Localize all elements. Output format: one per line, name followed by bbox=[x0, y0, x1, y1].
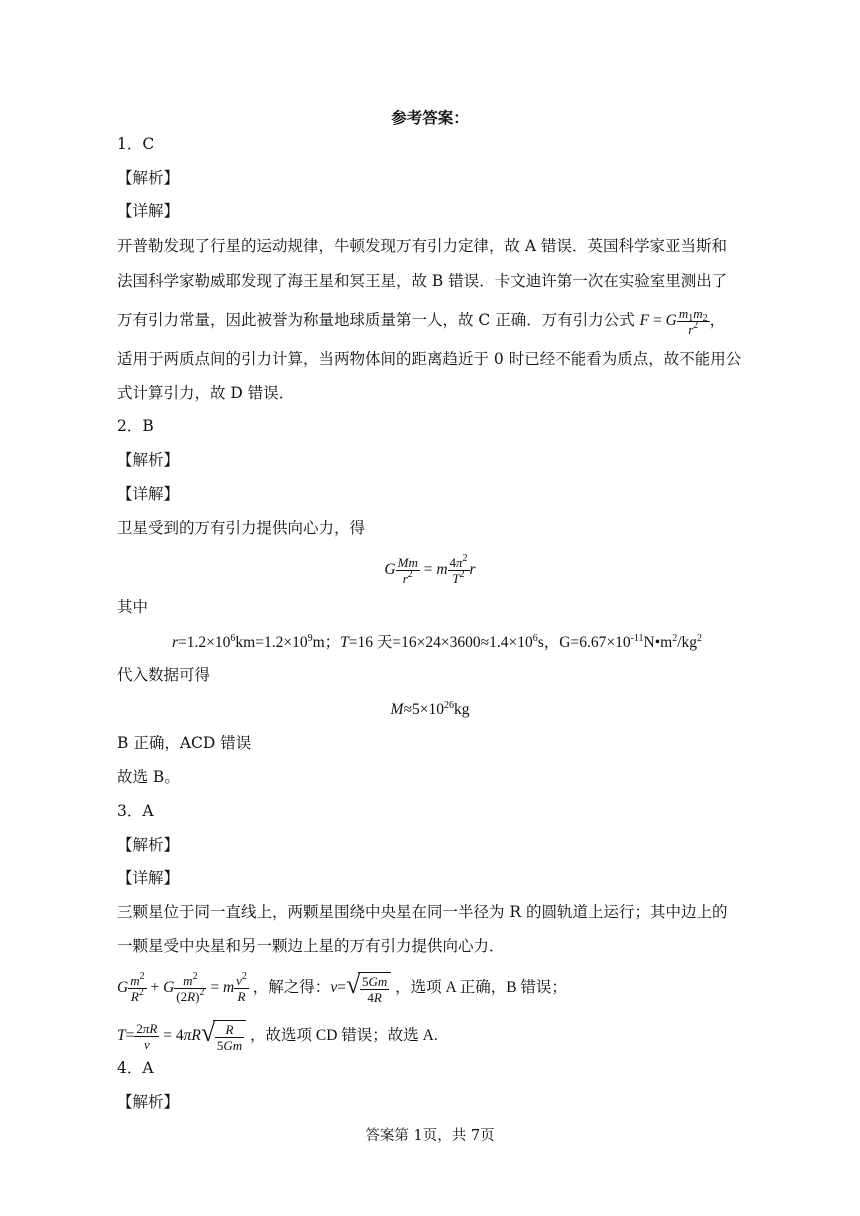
answer-1-line-5: 式计算引力，故 D 错误． bbox=[117, 384, 295, 402]
answer-1-line-3 bbox=[117, 306, 725, 337]
gravitation-formula: F = G $\frac{m_1m_2}{r^2}$ bbox=[639, 306, 708, 337]
answer-3-detail-heading: 【详解】 bbox=[117, 869, 180, 887]
answer-1-detail-heading: 【详解】 bbox=[117, 202, 180, 220]
answer-3-solve-text: ，解之得： bbox=[252, 979, 331, 997]
answer-3-option-a-text: ，选项 A 正确，B 错误； bbox=[395, 979, 567, 997]
answer-1-line-3-text: 万有引力常量，因此被誉为称量地球质量第一人，故 C 正确．万有引力公式 bbox=[117, 311, 635, 330]
answer-1-label: 1．C bbox=[117, 135, 155, 153]
answer-4-analysis-heading: 【解析】 bbox=[117, 1093, 180, 1111]
answer-3-line-2: 一颗星受中央星和另一颗边上星的万有引力提供向心力． bbox=[117, 937, 505, 955]
period-equation: T= $\frac{2\pi R}{v}$ = 4πR √ $\frac{R}{5Gm}$ ，故选项 CD 错误；故选 A. bbox=[117, 1018, 438, 1053]
answer-2-among: 其中 bbox=[117, 598, 149, 616]
answer-1-line-4: 适用于两质点间的引力计算，当两物体间的距离趋近于 0 时已经不能看为质点，故不能用公 bbox=[117, 350, 742, 368]
triple-star-equation: G $\frac{m^2}{R^2}$ + G $\frac{m^2}{(2R)^2}$ = m $\frac{v^2}{R}$ ，解之得：v= √ $\frac{5Gm}{4R}$ ，选项 A 正确，B 错误； bbox=[117, 970, 567, 1005]
answer-1-line-3-comma: ， bbox=[709, 311, 726, 330]
answer-1-analysis-heading: 【解析】 bbox=[117, 169, 180, 187]
given-values: $r=1.2\times 10^6km=1.2\times 10^9m$；T=16 天$=16\times 24\times 3600\approx 1.4\times 10^6s$，$G=6.67\times 10^{-11}N•m^2/kg^2$ bbox=[172, 633, 703, 651]
answer-1-line-2: 法国科学家勒威耶发现了海王星和冥王星，故 B 错误．卡文迪许第一次在实验室里测出了 bbox=[117, 272, 728, 290]
answer-3-option-cd-text: ，故选项 CD 错误；故选 A. bbox=[249, 1027, 438, 1045]
answer-2-line-1: 卫星受到的万有引力提供向心力，得 bbox=[117, 519, 366, 537]
answer-2-result-2: 故选 B。 bbox=[117, 768, 180, 786]
answer-3-analysis-heading: 【解析】 bbox=[117, 836, 180, 854]
answer-1-line-1: 开普勒发现了行星的运动规律，牛顿发现万有引力定律，故 A 错误．英国科学家亚当斯和 bbox=[117, 237, 728, 255]
answer-4-label: 4．A bbox=[117, 1059, 154, 1077]
answer-2-result-1: B 正确，ACD 错误 bbox=[117, 734, 252, 752]
centripetal-equation: G $\frac{Mm}{r^2}$ = m $\frac{4\pi^2}{T^2}$ r bbox=[384, 553, 476, 586]
page-footer: 答案第 1页，共 7页 bbox=[365, 1128, 495, 1144]
answer-2-detail-heading: 【详解】 bbox=[117, 485, 180, 503]
answer-3-label: 3．A bbox=[117, 802, 154, 820]
mass-result: $M\approx 5\times 10^{26}kg$ bbox=[390, 700, 470, 718]
page-title: 参考答案： bbox=[391, 108, 469, 127]
answer-2-analysis-heading: 【解析】 bbox=[117, 451, 180, 469]
answer-3-line-1: 三颗星位于同一直线上，两颗星围绕中央星在同一半径为 R 的圆轨道上运行；其中边上的 bbox=[117, 903, 728, 921]
answer-2-subst: 代入数据可得 bbox=[117, 666, 211, 684]
answer-2-label: 2．B bbox=[117, 417, 154, 435]
